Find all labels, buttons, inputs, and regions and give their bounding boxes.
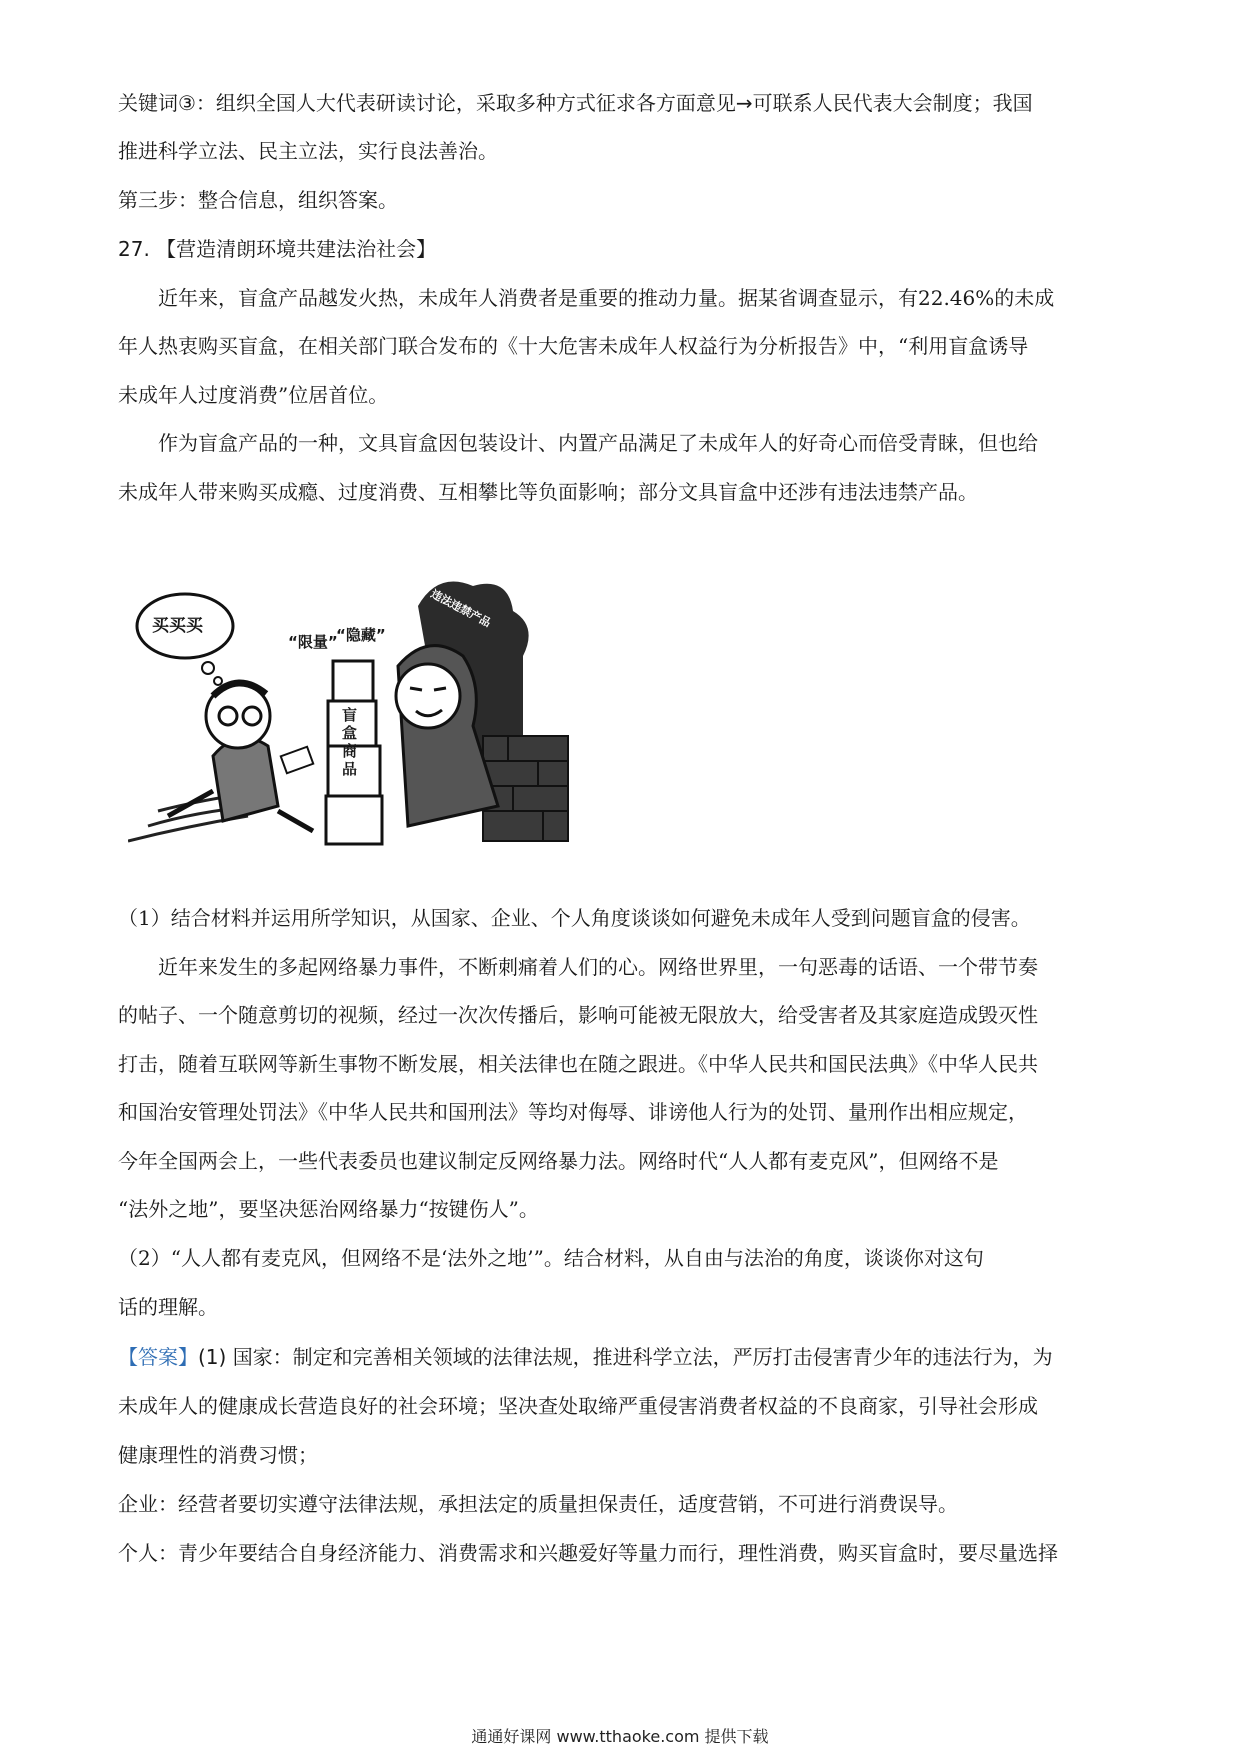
box-label: 盲盒商品 — [342, 706, 358, 778]
answer-line: 健康理性的消费习惯； — [118, 1443, 318, 1467]
text-line: 的帖子、一个随意剪切的视频，经过一次次传播后，影响可能被无限放大，给受害者及其家庭造成毁灭性 — [118, 1003, 1038, 1027]
answer-first-line — [118, 1342, 1130, 1372]
question-2: （2）“人人都有麦克风，但网络不是‘法外之地’”。结合材料，从自由与法治的角度，谈谈你对这句 — [118, 1246, 984, 1270]
hidden-label: “隐藏” — [336, 626, 386, 644]
text-line: 近年来发生的多起网络暴力事件，不断刺痛着人们的心。网络世界里，一句恶毒的话语、一个带节奏 — [158, 955, 1038, 979]
bubble-text: 买买买 — [152, 616, 203, 636]
text-line: 第三步：整合信息，组织答案。 — [118, 188, 398, 212]
text-line: “法外之地”，要坚决惩治网络暴力“按键伤人”。 — [118, 1197, 539, 1221]
footer-credit: 通通好课网 www.tthaoke.com 提供下载 — [471, 1727, 769, 1746]
text-line: 话的理解。 — [118, 1295, 218, 1319]
text-line: 未成年人带来购买成瘾、过度消费、互相攀比等负面影响；部分文具盲盒中还涉有违法违禁产品。 — [118, 480, 978, 504]
text-line: 作为盲盒产品的一种，文具盲盒因包装设计、内置产品满足了未成年人的好奇心而倍受青睐，但也给 — [158, 431, 1038, 455]
text-line: 推进科学立法、民主立法，实行良法善治。 — [118, 139, 498, 163]
text-line: 和国治安管理处罚法》《中华人民共和国刑法》等均对侮辱、诽谤他人行为的处罚、量刑作出相应规定， — [118, 1100, 1028, 1124]
bag-label: 违法违禁产品 — [428, 587, 493, 630]
answer-line: 未成年人的健康成长营造良好的社会环境；坚决查处取缔严重侵害消费者权益的不良商家，引导社会形成 — [118, 1394, 1038, 1418]
text-line: 打击，随着互联网等新生事物不断发展，相关法律也在随之跟进。《中华人民共和国民法典》《中华人民共 — [118, 1052, 1038, 1076]
text-line: 年人热衷购买盲盒，在相关部门联合发布的《十大危害未成年人权益行为分析报告》中，“利用盲盒诱导 — [118, 334, 1029, 358]
text-line: 今年全国两会上，一些代表委员也建议制定反网络暴力法。网络时代“人人都有麦克风”，但网络不是 — [118, 1149, 999, 1173]
question-heading: 27. 【营造清朗环境共建法治社会】 — [118, 237, 437, 261]
answer-tag: 【答案】 — [118, 1345, 198, 1369]
limited-label: “限量” — [288, 633, 338, 651]
text-line: 近年来，盲盒产品越发火热，未成年人消费者是重要的推动力量。据某省调查显示，有22.46%的未成 — [158, 286, 1055, 310]
question-1: （1）结合材料并运用所学知识，从国家、企业、个人角度谈谈如何避免未成年人受到问题盲盒的侵害。 — [118, 906, 1031, 930]
text-line: 关键词③：组织全国人大代表研读讨论，采取多种方式征求各方面意见→可联系人民代表大会制度；我国 — [118, 91, 1033, 115]
cartoon-illustration — [128, 576, 574, 856]
text-line: 未成年人过度消费”位居首位。 — [118, 383, 389, 407]
answer-text: (1) 国家：制定和完善相关领域的法律法规，推进科学立法，严厉打击侵害青少年的违法行为，为 — [198, 1345, 1053, 1369]
answer-line: 个人：青少年要结合自身经济能力、消费需求和兴趣爱好等量力而行，理性消费，购买盲盒时，要尽量选择 — [118, 1541, 1058, 1565]
answer-line: 企业：经营者要切实遵守法律法规，承担法定的质量担保责任，适度营销，不可进行消费误导。 — [118, 1492, 958, 1516]
